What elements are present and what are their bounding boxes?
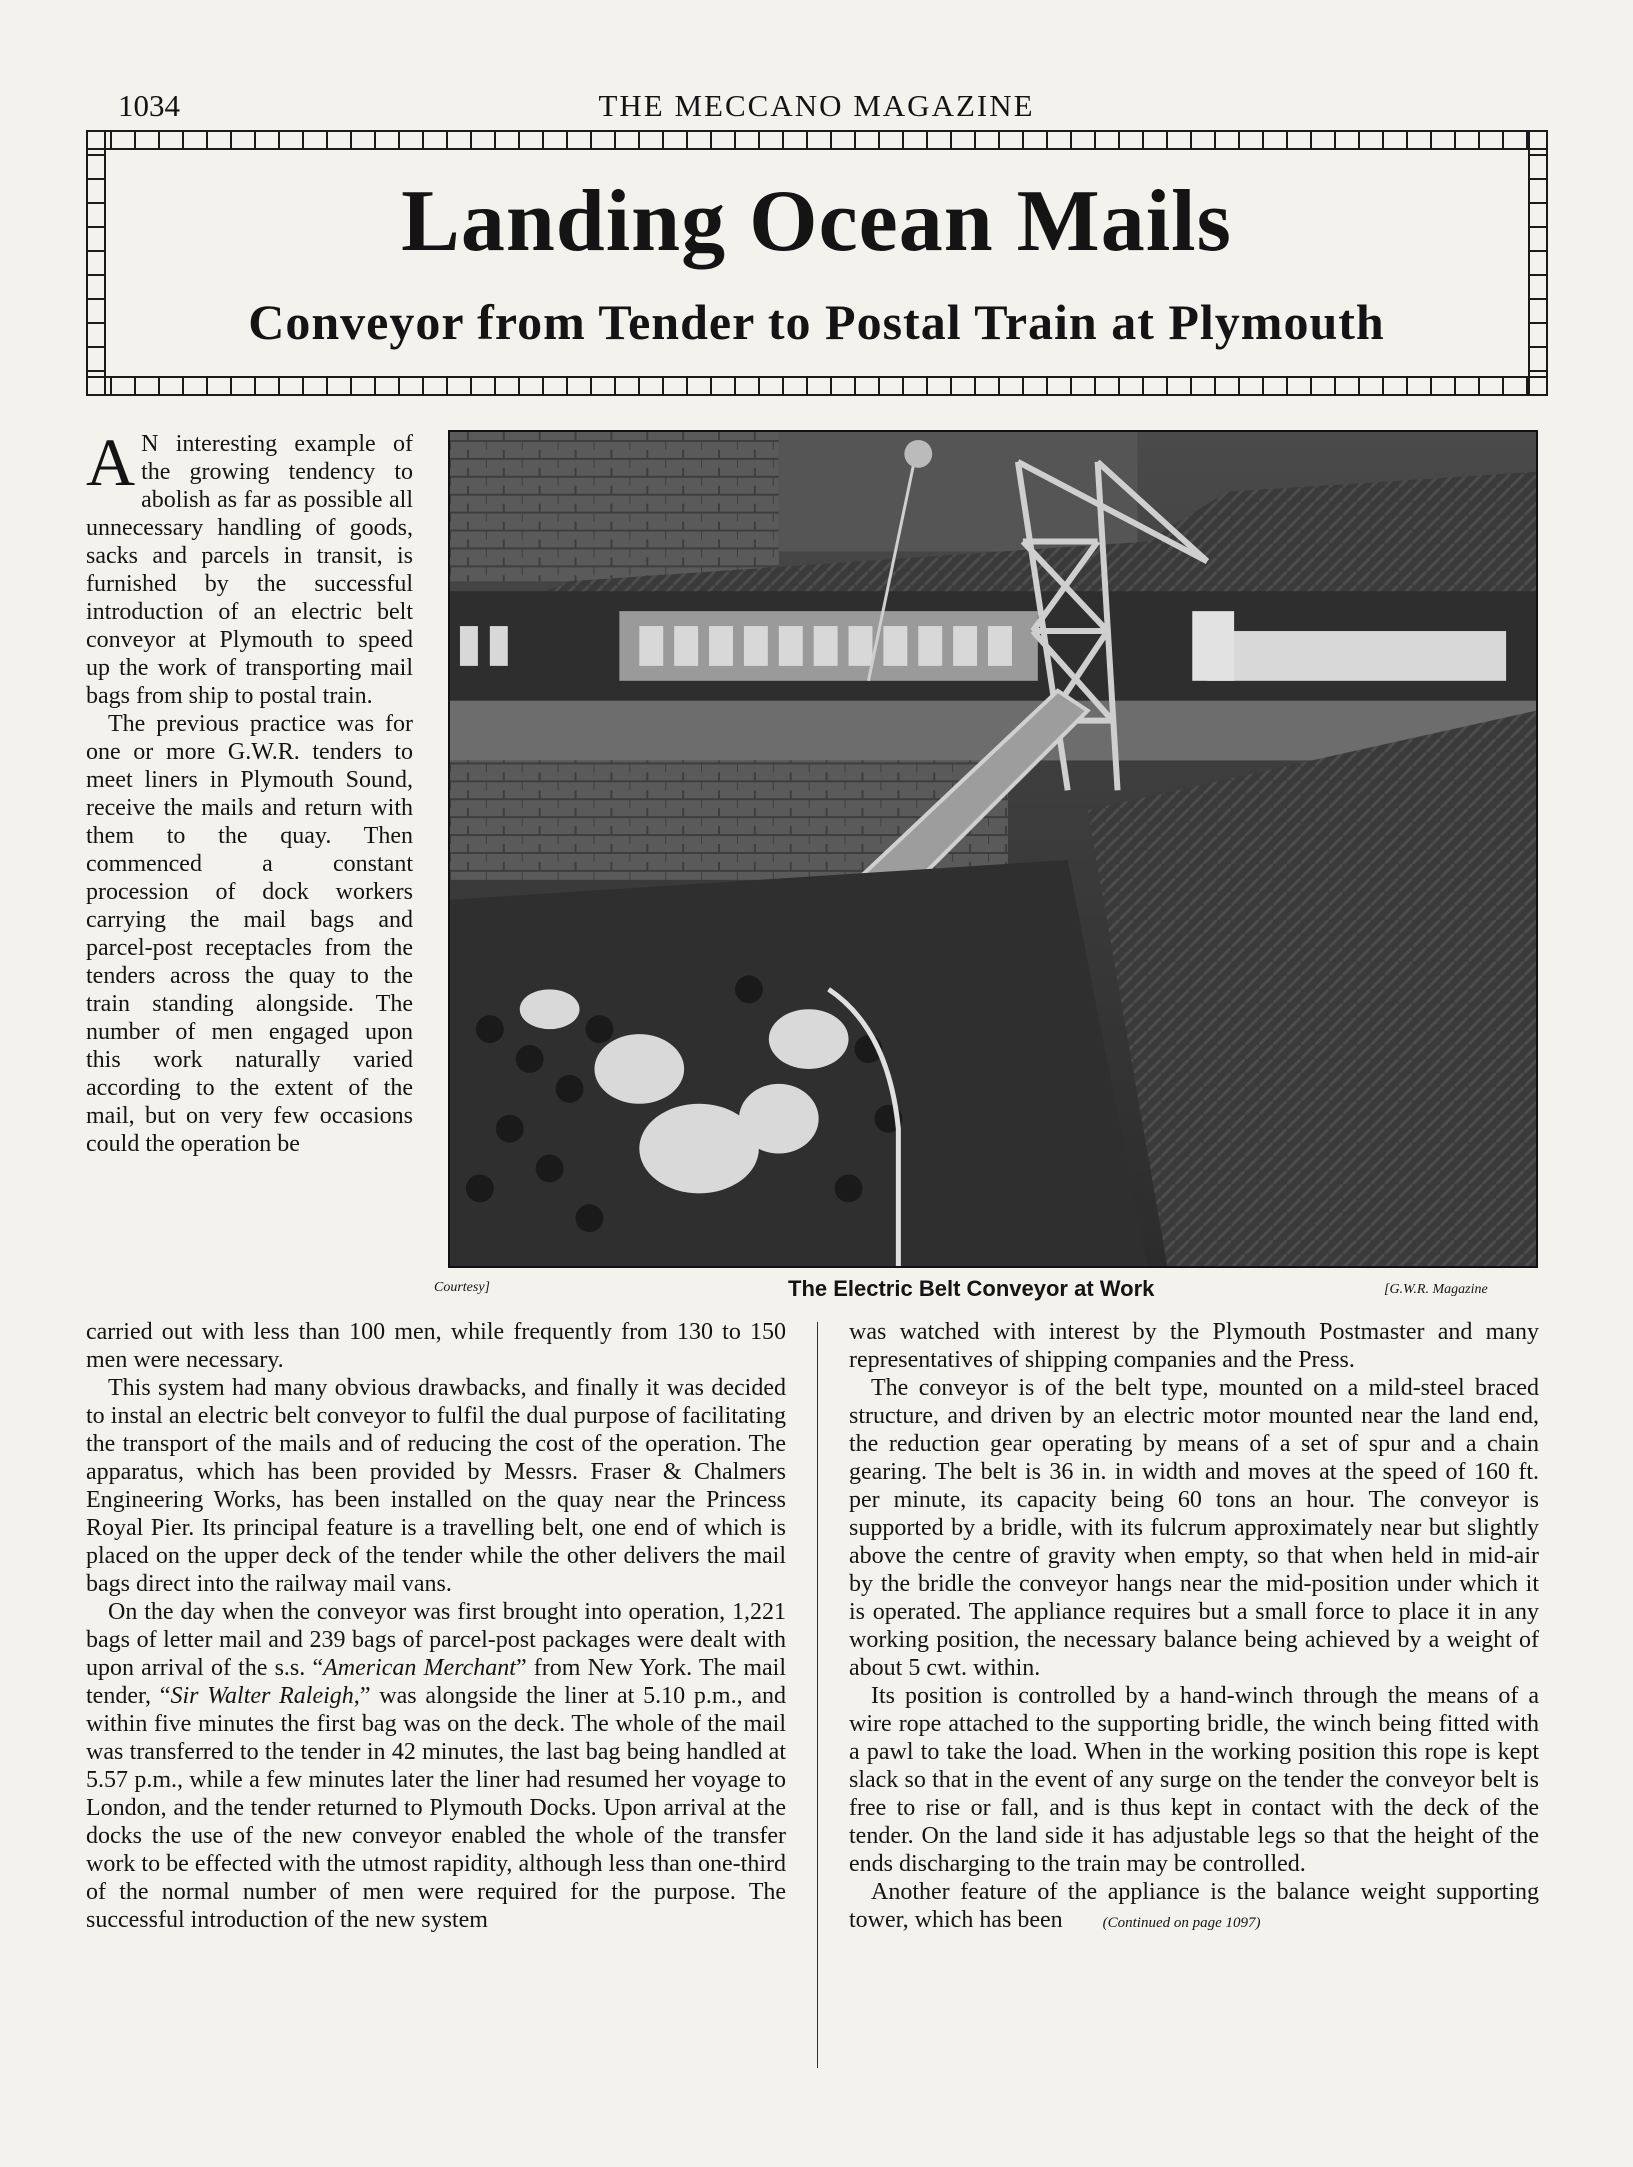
paragraph-continuation: carried out with less than 100 men, while frequently from 130 to 150 men were necessary. bbox=[86, 1319, 786, 1373]
photo-illustration bbox=[450, 432, 1536, 1266]
paragraph-intro bbox=[86, 424, 413, 710]
paragraph-belt-type: The conveyor is of the belt type, mounted on a mild-steel braced structure, and driven by an electric motor mounted near the land end, the reduction gear operating by means of a set of spur and a chain gearing. The belt is 36 in. in width and moves at the speed of 160 ft. per minute, its capacity being 60 tons an hour. The conveyor is supported by a bridle, with its fulcrum approximately near but slightly above the centre of gravity when empty, so that when held in mid-air by the bridle the conveyor hangs near the mid-position under which it is operated. The appliance requires but a small force to place it in any working position, the necessary balance being achieved by a weight of about 5 cwt. within. bbox=[849, 1375, 1539, 1681]
paragraph-previous-practice: The previous practice was for one or more G.W.R. tenders to meet liners in Plymouth Sound, receive the mails and return with them to the quay. Then commenced a constant procession of dock workers carrying the mail bags and parcel-post receptacles from the tenders across the quay to the train standing alongside. The number of men engaged upon this work naturally varied according to the extent of the mail, but on very few occasions could the operation be bbox=[86, 711, 413, 1157]
intro-text: N interesting example of the growing tendency to abolish as far as possible all unnecessary handling of goods, sacks and parcels in transit, is furnished by the successful introduction of an electric belt conveyor at Plymouth to speed up the work of transporting mail bags from ship to postal train. bbox=[86, 431, 413, 709]
page-number: 1034 bbox=[118, 88, 180, 123]
right-column bbox=[849, 1318, 1539, 1937]
building-left bbox=[450, 432, 779, 581]
pulley bbox=[904, 440, 932, 468]
balance-weight bbox=[1192, 611, 1234, 681]
paragraph-balance-weight: Another feature of the appliance is the balance weight supporting tower, which has been (Continued on page 1097) bbox=[849, 1879, 1539, 1933]
border-bottom bbox=[86, 376, 1548, 396]
paragraph-watched: was watched with interest by the Plymouth Postmaster and many representatives of shipping companies and the Press. bbox=[849, 1319, 1539, 1373]
column-divider bbox=[817, 1322, 818, 2068]
photo-source: [G.W.R. Magazine bbox=[1384, 1282, 1488, 1297]
left-column bbox=[86, 1318, 786, 1934]
building-centre bbox=[779, 432, 1138, 551]
conveyor-photo bbox=[448, 430, 1538, 1268]
running-title: THE MECCANO MAGAZINE bbox=[598, 88, 1035, 123]
ship-name: American Merchant bbox=[323, 1655, 516, 1681]
border-top bbox=[86, 130, 1548, 150]
drop-cap: A bbox=[86, 424, 136, 500]
paragraph-hand-winch: Its position is controlled by a hand-winch through the means of a wire rope attached to the supporting bridle, the winch being fitted with a pawl to take the load. When in the working position this rope is kept slack so that in the event of any surge on the tender the conveyor belt is free to rise or fall, and is thus kept in contact with the deck of the tender. On the land side it has adjustable legs so that the height of the ends discharging to the train may be controlled. bbox=[849, 1683, 1539, 1877]
continued-note[interactable]: (Continued on page 1097) bbox=[1102, 1915, 1261, 1931]
article-title: Landing Ocean Mails bbox=[401, 173, 1232, 270]
tender-name: Sir Walter Raleigh, bbox=[170, 1683, 360, 1709]
narrow-column bbox=[86, 424, 413, 1158]
photo-credit-label: Courtesy] bbox=[434, 1280, 490, 1295]
paragraph-first-day: On the day when the conveyor was first brought into operation, 1,221 bags of letter mail and 239 bags of parcel-post packages were dealt with upon arrival of the s.s. “American Merchant” from New York. The mail tender, “Sir Walter Raleigh,” was alongside the liner at 5.10 p.m., and within five minutes the first bag was on the deck. The whole of the mail was transferred to the tender in 42 minutes, the last bag being handled at 5.57 p.m., while a few minutes later the liner had resumed her voyage to London, and the tender returned to Plymouth Docks. Upon arrival at the docks the use of the new conveyor enabled the whole of the transfer work to be effected with the utmost rapidity, although less than one-third of the normal number of men were required for the purpose. The successful introduction of the new system bbox=[86, 1599, 787, 1933]
paragraph-drawbacks: This system had many obvious drawbacks, and finally it was decided to instal an electric belt conveyor to fulfil the dual purpose of facilitating the transport of the mails and of reducing the cost of the operation. The apparatus, which has been provided by Messrs. Fraser & Chalmers Engineering Works, has been installed on the quay near the Princess Royal Pier. Its principal feature is a travelling belt, one end of which is placed on the upper deck of the tender while the other delivers the mail bags direct into the railway mail vans. bbox=[86, 1375, 786, 1597]
photo-caption: The Electric Belt Conveyor at Work bbox=[788, 1276, 1155, 1301]
article-subtitle: Conveyor from Tender to Postal Train at Plymouth bbox=[248, 294, 1385, 350]
